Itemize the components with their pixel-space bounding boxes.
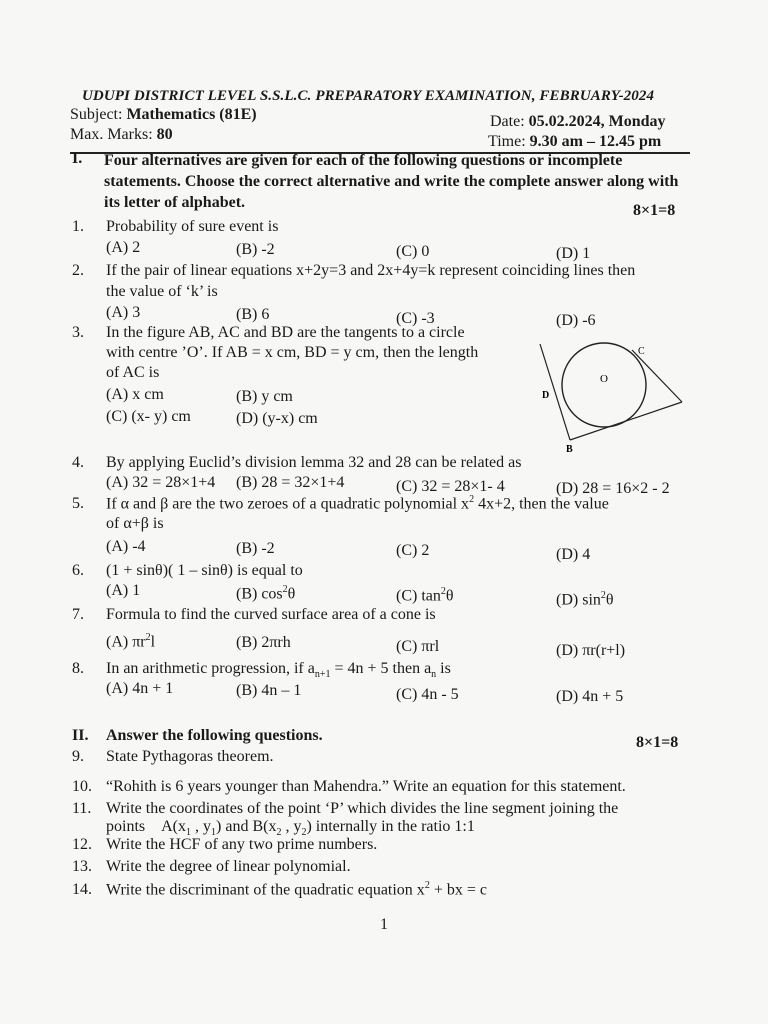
label-c: C <box>638 346 645 357</box>
date-line <box>490 113 666 131</box>
question-number: 12. <box>72 836 92 853</box>
question-9 <box>72 748 274 766</box>
section-1-number: I. <box>72 150 83 167</box>
question-text: State Pythagoras theorem. <box>106 748 274 765</box>
question-text: Formula to find the curved surface area of a cone is <box>106 606 436 623</box>
question-10 <box>72 778 626 796</box>
question-5-line-2: of α+β is <box>106 515 164 532</box>
exam-title: UDUPI DISTRICT LEVEL S.S.L.C. PREPARATORY EXAMINATION, FEBRUARY-2024 <box>82 88 655 104</box>
label-o: O <box>600 373 608 385</box>
option-c: (C) 0 <box>396 243 430 260</box>
question-number: 5. <box>72 495 84 513</box>
question-text: (1 + sinθ)( 1 – sinθ) is equal to <box>106 562 303 579</box>
option-d: (D) 4 <box>556 546 591 563</box>
page-number: 1 <box>380 916 388 933</box>
question-1 <box>72 218 278 236</box>
option-b: (B) -2 <box>236 241 275 258</box>
tangent-ab <box>570 402 682 440</box>
option-a: (A) 1 <box>106 582 141 599</box>
time-value: 9.30 am – 12.45 pm <box>529 133 662 150</box>
question-number: 6. <box>72 562 84 579</box>
question-text: Probability of sure event is <box>106 218 279 235</box>
question-number: 9. <box>72 748 84 765</box>
label-b: B <box>566 444 573 455</box>
label-d: D <box>542 390 550 401</box>
question-2-line-2: the value of ‘k’ is <box>106 283 218 300</box>
question-text: Write the degree of linear polynomial. <box>106 858 351 875</box>
question-number: 7. <box>72 606 84 623</box>
question-number: 1. <box>72 218 84 235</box>
question-number: 4. <box>72 454 84 471</box>
question-text: If the pair of linear equations x+2y=3 and 2x+4y=k represent coinciding lines then <box>106 262 636 279</box>
option-c: (C) $\tan^2\theta$ <box>396 586 454 605</box>
option-c: (C) 4n - 5 <box>396 686 459 703</box>
question-3 <box>72 324 465 342</box>
option-a: (A) -4 <box>106 538 146 555</box>
question-text: Write the HCF of any two prime numbers. <box>106 836 378 853</box>
option-d: (D) (y-x) cm <box>236 410 318 427</box>
time-label: Time: <box>488 133 526 150</box>
question-text: By applying Euclid’s division lemma 32 and 28 can be related as <box>106 454 522 471</box>
date-label: Date: <box>490 113 525 130</box>
option-c: (C) πrl <box>396 638 440 655</box>
option-b: (B) $\cos^2\theta$ <box>236 584 296 603</box>
option-b: (B) -2 <box>236 540 275 557</box>
section-1-instruction: Four alternatives are given for each of the following questions or incomplete statements. Choose the correct alternative and write the complete answer along with its letter of alphabet. <box>104 152 679 211</box>
question-12 <box>72 836 377 854</box>
section-2-number: II. <box>72 727 89 744</box>
question-13 <box>72 858 351 876</box>
question-number: 11. <box>72 800 92 817</box>
max-marks-label: Max. Marks: <box>70 126 153 143</box>
option-b: (B) y cm <box>236 388 293 405</box>
question-3-line-3: of AC is <box>106 364 160 381</box>
option-a: (A) 3 <box>106 304 141 321</box>
option-a: (A) 4n + 1 <box>106 680 174 697</box>
question-text-end: 4x+2, then the value <box>474 495 609 513</box>
section-1-marks: 8×1=8 <box>633 202 676 219</box>
option-d: (D) $\sin^2\theta$ <box>556 590 614 609</box>
question-text: If α and β are the two zeroes of a quadratic polynomial x <box>106 495 470 513</box>
section-2-marks: 8×1=8 <box>636 734 679 751</box>
option-b: (B) 28 = 32×1+4 <box>236 474 345 491</box>
option-c: (C) -3 <box>396 310 435 327</box>
circle <box>562 343 646 427</box>
question-number: 8. <box>72 660 84 677</box>
option-c: (C) (x- y) cm <box>106 408 191 425</box>
question-2 <box>72 262 635 280</box>
question-11 <box>72 800 618 818</box>
subject-line <box>70 106 257 124</box>
subject-label: Subject: <box>70 106 123 123</box>
question-number: 10. <box>72 778 92 795</box>
max-marks-line <box>70 126 173 144</box>
question-11-line-2: points $A(x_1$ , $y_1$) and $B(x_2$ , $y_2$) internally in the ratio 1:1 <box>106 818 475 839</box>
section-2-instruction: Answer the following questions. <box>106 727 323 744</box>
option-b: (B) 6 <box>236 306 270 323</box>
option-a: (A) x cm <box>106 386 164 403</box>
option-b: (B) 4n – 1 <box>236 682 302 699</box>
question-3-line-2: with centre ’O’. If AB = x cm, BD = y cm, then the length <box>106 344 479 361</box>
question-14: 14. Write the discriminant of the quadratic equation $x^2$ + bx = c <box>72 880 487 899</box>
option-b: (B) 2πrh <box>236 634 291 651</box>
question-5: 5. If α and β are the two zeroes of a quadratic polynomial $x^2$ 4x+2, then the value <box>72 494 609 513</box>
option-d: (D) 1 <box>556 245 591 262</box>
question-number: 14. <box>72 881 92 899</box>
question-text: In the figure AB, AC and BD are the tangents to a circle <box>106 324 465 341</box>
option-a: (A) 32 = 28×1+4 <box>106 474 216 491</box>
tangent-circle-figure <box>536 340 696 460</box>
question-text: In an arithmetic progression, if a <box>106 660 315 677</box>
question-number: 13. <box>72 858 92 875</box>
question-number: 3. <box>72 324 84 341</box>
question-4 <box>72 454 521 472</box>
option-d: (D) 28 = 16×2 - 2 <box>556 480 670 497</box>
option-c: (C) 2 <box>396 542 430 559</box>
option-a: (A) 2 <box>106 239 141 256</box>
question-text: “Rohith is 6 years younger than Mahendra.” Write an equation for this statement. <box>106 778 626 795</box>
question-number: 2. <box>72 262 84 279</box>
question-text: Write the coordinates of the point ‘P’ which divides the line segment joining the <box>106 800 619 817</box>
tangent-ac <box>632 350 682 402</box>
option-c: (C) 32 = 28×1- 4 <box>396 478 505 495</box>
option-d: (D) πr(r+l) <box>556 642 626 659</box>
subject-value: Mathematics (81E) <box>126 106 257 123</box>
question-7 <box>72 606 436 624</box>
option-d: (D) 4n + 5 <box>556 688 624 705</box>
max-marks-value: 80 <box>156 126 173 143</box>
question-text: Write the discriminant of the quadratic equation x <box>106 881 425 899</box>
option-a: (A) $\pi r^2l$ <box>106 632 156 651</box>
option-d: (D) -6 <box>556 312 596 329</box>
date-value: 05.02.2024, Monday <box>528 113 666 130</box>
time-line <box>488 133 661 151</box>
question-6 <box>72 562 303 580</box>
question-8: 8. In an arithmetic progression, if $a_{n+1} = 4n + 5$ then $a_n$ is <box>72 660 451 681</box>
